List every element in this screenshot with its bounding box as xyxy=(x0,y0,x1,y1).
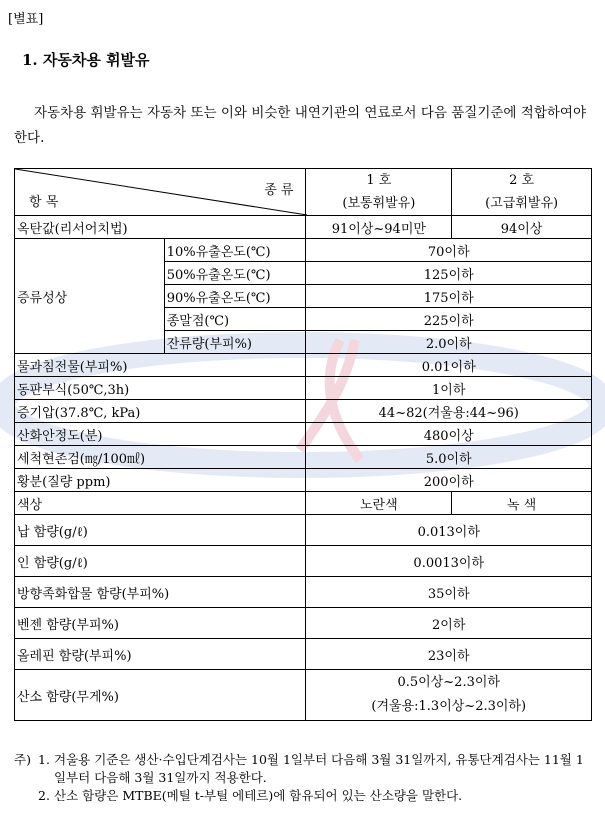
quality-standard-table xyxy=(14,168,592,721)
distillation-sub: 50%유출온도(℃) xyxy=(164,262,306,285)
table-row-value: 44~82(겨울용:44~96) xyxy=(306,400,592,423)
table-row-label: 방향족화합물 함량(부피%) xyxy=(15,577,306,608)
oxygen-value xyxy=(306,670,592,721)
table-row-value: 5.0이하 xyxy=(306,446,592,469)
table-row-label: 벤젠 함량(부피%) xyxy=(15,608,306,639)
table-row-value: 0.01이하 xyxy=(306,354,592,377)
distillation-sub: 90%유출온도(℃) xyxy=(164,285,306,308)
table-row-value: 200이하 xyxy=(306,469,592,492)
distillation-sub: 종말점(℃) xyxy=(164,308,306,331)
header-grade-2-name: (고급휘발유) xyxy=(485,196,559,211)
distillation-value: 225이하 xyxy=(306,308,592,331)
table-row-value: 0.013이하 xyxy=(306,515,592,546)
distillation-value: 70이하 xyxy=(306,239,592,262)
table-row-label: 인 함량(g/ℓ) xyxy=(15,546,306,577)
table-row-label: 증기압(37.8℃, kPa) xyxy=(15,400,306,423)
table-row-label: 물과침전물(부피%) xyxy=(15,354,306,377)
table-row-value: 1이하 xyxy=(306,377,592,400)
footnote-2-number: 2. xyxy=(38,788,50,803)
table-row-value: 480이상 xyxy=(306,423,592,446)
section-title: 1. 자동차용 휘발유 xyxy=(22,51,150,69)
octane-label: 옥탄값(리서어치법) xyxy=(15,216,306,239)
intro-paragraph: 자동차용 휘발유는 자동차 또는 이와 비슷한 내연기관의 연료로서 다음 품질기준에 적합하여야 한다. xyxy=(14,105,586,146)
table-row-value: 2이하 xyxy=(306,608,592,639)
page-label: [별표] xyxy=(8,12,44,27)
table-row-label: 올레핀 함량(부피%) xyxy=(15,639,306,670)
table-row-value: 23이하 xyxy=(306,639,592,670)
table-row-label: 납 함량(g/ℓ) xyxy=(15,515,306,546)
header-grade-1-name: (보통휘발유) xyxy=(342,196,416,211)
distillation-value: 125이하 xyxy=(306,262,592,285)
octane-grade-2: 94이상 xyxy=(452,216,592,239)
table-row-label: 세척현존검(㎎/100㎖) xyxy=(15,446,306,469)
footnote-1-text: 겨울용 기준은 생산·수입단계검사는 10월 1일부터 다음해 3월 31일까지, 유통단계검사는 11월 1일부터 다음해 3월 31일까지 적용한다. xyxy=(54,752,584,785)
footnote-marker: 주) xyxy=(14,752,31,767)
header-grade-1-number: 1 호 xyxy=(366,173,392,188)
header-grade-2 xyxy=(452,169,592,216)
oxygen-value-line-1: 0.5이상~2.3이하 xyxy=(397,675,500,690)
table-row-value: 35이하 xyxy=(306,577,592,608)
footnote-1-number: 1. xyxy=(38,752,50,767)
distillation-sub: 10%유출온도(℃) xyxy=(164,239,306,262)
octane-grade-1: 91이상~94미만 xyxy=(306,216,452,239)
header-grade-2-number: 2 호 xyxy=(509,173,535,188)
color-grade-1: 노란색 xyxy=(306,492,452,515)
diagonal-line xyxy=(15,169,307,215)
table-row-value: 0.0013이하 xyxy=(306,546,592,577)
header-item: 항 목 xyxy=(29,195,59,210)
oxygen-value-line-2: (겨울용:1.3이상~2.3이하) xyxy=(371,699,527,714)
footnote-2-text: 산소 함량은 MTBE(메틸 t-부틸 에테르)에 함유되어 있는 산소량을 말한다. xyxy=(54,788,463,803)
color-grade-2: 녹 색 xyxy=(452,492,592,515)
distillation-sub: 잔류량(부피%) xyxy=(164,331,306,354)
distillation-value: 2.0이하 xyxy=(306,331,592,354)
table-row-label: 황분(질량 ppm) xyxy=(15,469,306,492)
table-row-label: 산화안정도(분) xyxy=(15,423,306,446)
color-label: 색상 xyxy=(15,492,306,515)
header-grade-1 xyxy=(306,169,452,216)
distillation-value: 175이하 xyxy=(306,285,592,308)
header-kind: 종 류 xyxy=(264,183,294,198)
oxygen-label: 산소 함량(무게%) xyxy=(15,670,306,721)
table-row-label: 동판부식(50℃,3h) xyxy=(15,377,306,400)
footnote-1 xyxy=(14,751,594,787)
footnote-2 xyxy=(14,787,594,805)
distillation-label: 증류성상 xyxy=(15,239,165,354)
header-diagonal-cell xyxy=(15,169,306,216)
footnotes xyxy=(14,751,594,805)
